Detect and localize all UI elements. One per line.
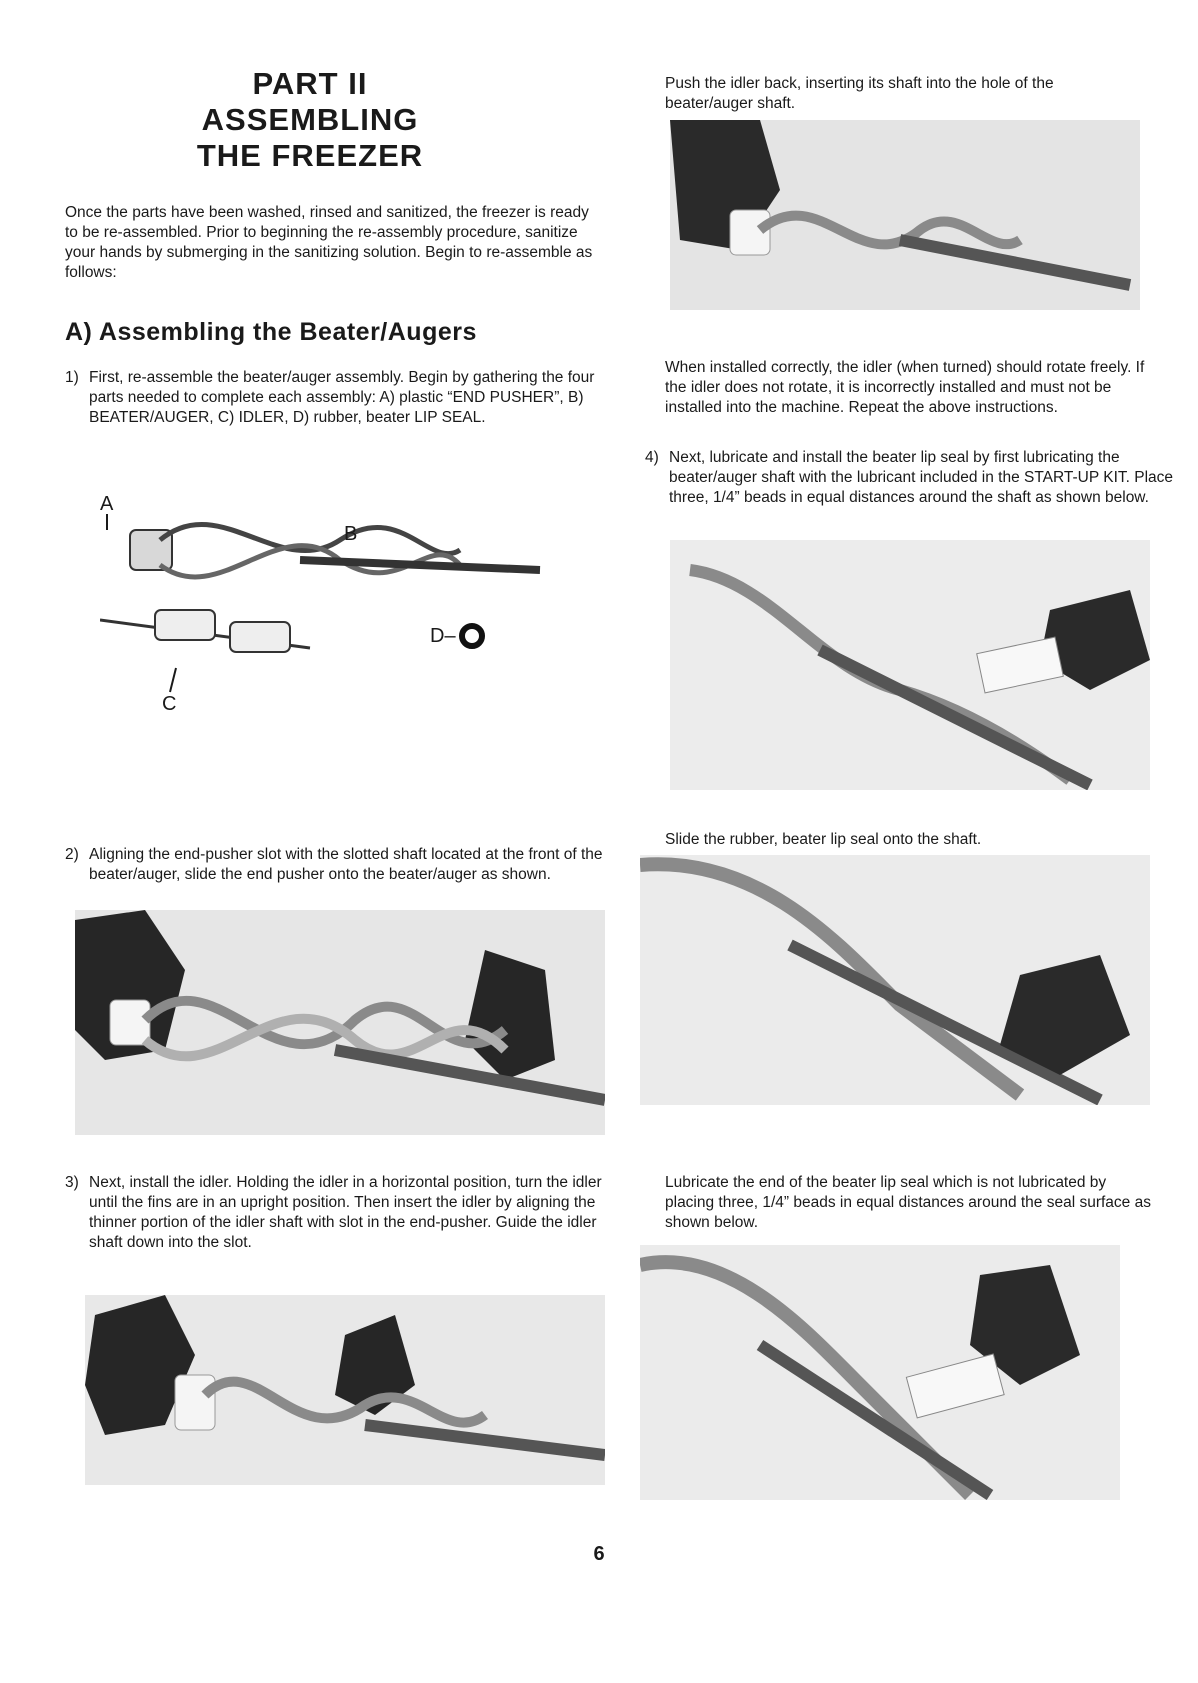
photo-step-2-image (75, 910, 605, 1135)
label-a: A (100, 493, 114, 515)
part-title-line-2: ASSEMBLING (201, 102, 419, 137)
photo-slide-seal-image (640, 855, 1150, 1105)
idler-fin-2 (230, 622, 290, 652)
step-4-number: 4) (645, 449, 659, 466)
part-title-line-1: PART II (252, 66, 368, 101)
label-b: B (344, 523, 358, 545)
intro-paragraph: Once the parts have been washed, rinsed and sanitized, the freezer is ready to be re-assembled. Prior to beginning the re-assembly procedure, sanitize your hands by submerging in the sanitizing solution. Begin to re-assemble as follows: (65, 204, 593, 281)
push-idler-text: Push the idler back, inserting its shaft into the hole of the beater/auger shaft. (665, 75, 1054, 112)
step-2-text: Aligning the end-pusher slot with the slotted shaft located at the front of the beater/auger, slide the end pusher onto the beater/auger as shown. (89, 846, 603, 883)
end-pusher (175, 1375, 215, 1430)
slide-seal-text: Slide the rubber, beater lip seal onto the shaft. (665, 831, 982, 848)
parts-diagram-drawing (100, 470, 580, 720)
photo-lubricate-seal-image (640, 1245, 1120, 1500)
auger-shaft (300, 560, 540, 570)
auger-blade-1 (160, 524, 460, 553)
photo-slide-seal (640, 855, 1150, 1105)
step-1 (65, 368, 629, 428)
end-pusher (110, 1000, 150, 1045)
step-3-text: Next, install the idler. Holding the idler in a horizontal position, turn the idler until the fins are in an upright position. Then insert the idler by aligning the thinner portion of the idler shaft with slot in the end-pusher. Guide the idler shaft down into the slot. (89, 1174, 602, 1251)
page-number: 6 (593, 1543, 605, 1565)
step-1-text: First, re-assemble the beater/auger assembly. Begin by gathering the four parts needed to complete each assembly: A) plastic “END PUSHER”, B) BEATER/AUGER, C) IDLER, D) rubber, beater LIP SEAL. (89, 369, 595, 426)
parts-diagram (100, 470, 580, 720)
step-4 (645, 448, 1174, 508)
lubricate-end-text: Lubricate the end of the beater lip seal which is not lubricated by placing three, 1/4” beads in equal distances around the seal surface as shown below. (665, 1174, 1151, 1231)
photo-lubricate-shaft (670, 540, 1150, 790)
section-heading: A) Assembling the Beater/Augers (65, 318, 477, 346)
part-title-line-3: THE FREEZER (196, 138, 424, 173)
lip-seal-shape (462, 626, 482, 646)
label-c-leader (170, 668, 176, 692)
label-d: D– (430, 625, 456, 647)
step-3-number: 3) (65, 1174, 79, 1191)
photo-step-3-image (85, 1295, 605, 1485)
part-title (140, 66, 480, 174)
installed-correctly-text: When installed correctly, the idler (when turned) should rotate freely. If the idler does not rotate, it is incorrectly installed and must not be installed into the machine. Repeat the above instructions. (665, 359, 1145, 416)
step-2 (65, 845, 629, 885)
photo-step-3 (85, 1295, 605, 1485)
photo-push-idler (670, 120, 1140, 310)
photo-lubricate-shaft-image (670, 540, 1150, 790)
step-1-number: 1) (65, 369, 79, 386)
step-2-number: 2) (65, 846, 79, 863)
photo-step-2 (75, 910, 605, 1135)
label-c: C (162, 693, 177, 715)
step-4-text: Next, lubricate and install the beater lip seal by first lubricating the beater/auger shaft with the lubricant included in the START-UP KIT. Place three, 1/4” beads in equal distances around the shaft as shown below. (669, 449, 1174, 506)
step-3 (65, 1173, 629, 1253)
photo-push-idler-image (670, 120, 1140, 310)
photo-lubricate-seal (640, 1245, 1120, 1500)
idler-fin-1 (155, 610, 215, 640)
